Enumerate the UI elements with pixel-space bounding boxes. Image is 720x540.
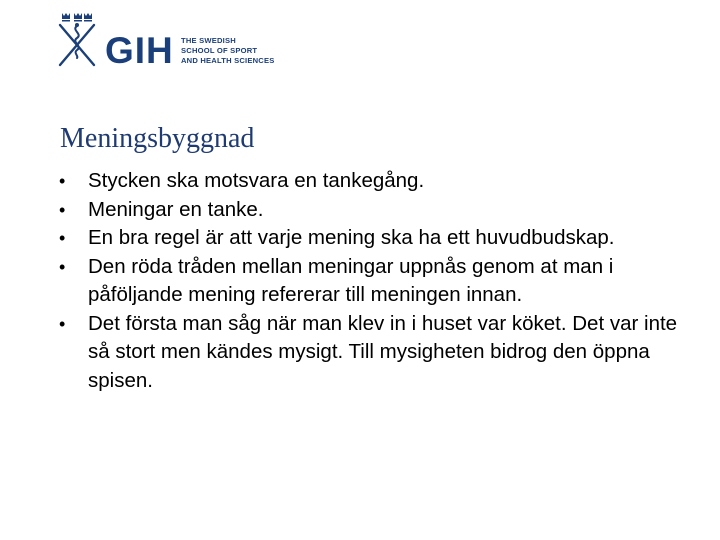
- three-crowns-crest-icon: [54, 10, 102, 68]
- bullet-item: [59, 167, 679, 196]
- bullet-text: Stycken ska motsvara en tankegång.: [88, 169, 425, 192]
- bullet-text: Meningar en tanke.: [88, 197, 264, 221]
- bullet-list: [59, 167, 679, 395]
- bullet-item: [59, 196, 679, 225]
- logo-tagline-line: SCHOOL OF SPORT: [181, 46, 258, 55]
- gih-logo: [54, 10, 294, 70]
- bullet-marker: •: [59, 171, 66, 191]
- bullet-marker: •: [59, 256, 66, 277]
- bullet-marker: •: [59, 199, 66, 220]
- logo-tagline-line: THE SWEDISH: [181, 36, 236, 45]
- bullet-marker: •: [59, 313, 66, 334]
- logo-tagline: [181, 36, 275, 66]
- bullet-item: [59, 224, 679, 253]
- logo-tagline-line: AND HEALTH SCIENCES: [181, 56, 275, 65]
- bullet-item: [59, 310, 679, 396]
- bullet-text: Den röda tråden mellan meningar uppnås genom at man i påföljande mening refererar till meningen innan.: [88, 254, 614, 306]
- bullet-text: En bra regel är att varje mening ska ha ett huvudbudskap.: [88, 226, 615, 249]
- bullet-text: Det första man såg när man klev in i huset var köket. Det var inte så stort men kändes mysigt. Till mysigheten bidrog den öppna spisen.: [88, 311, 678, 392]
- bullet-item: [59, 253, 679, 310]
- logo-wordmark: GIH: [105, 30, 174, 71]
- bullet-marker: •: [59, 228, 66, 248]
- slide-title: Meningsbyggnad: [60, 123, 255, 154]
